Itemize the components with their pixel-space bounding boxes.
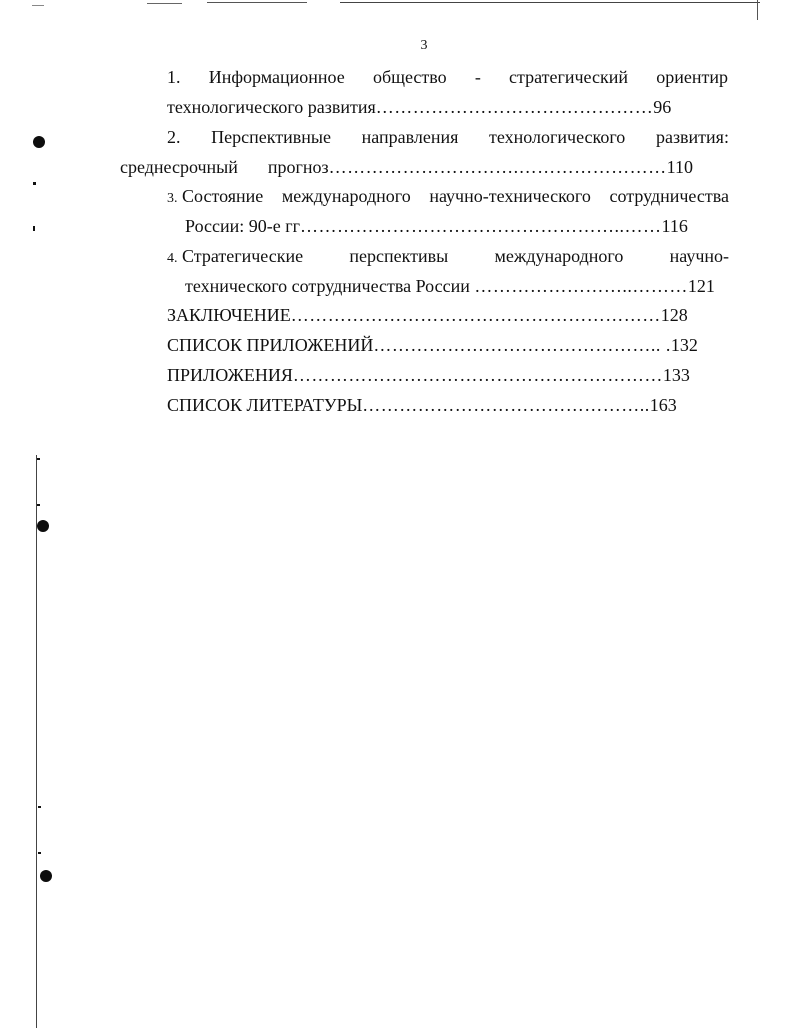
- scan-artifact-top-line-4: [340, 2, 760, 3]
- toc-word: Состояние: [182, 186, 264, 206]
- scan-artifact-speck-4: [37, 504, 40, 506]
- toc-section-title: ПРИЛОЖЕНИЯ: [167, 365, 293, 385]
- toc-word: стратегический: [509, 67, 628, 87]
- toc-entry-4-line-1: [167, 241, 729, 271]
- toc-section-bibliography[interactable]: [167, 390, 677, 420]
- scan-artifact-punch-hole-3: [40, 870, 52, 882]
- dot-leader: ……………………………………………..……: [300, 216, 662, 236]
- toc-section-title: СПИСОК ЛИТЕРАТУРЫ: [167, 395, 363, 415]
- toc-section-title: ЗАКЛЮЧЕНИЕ: [167, 305, 291, 325]
- scan-artifact-top-line-2: [147, 3, 182, 4]
- dot-leader: ……………………………………….. .: [373, 335, 671, 355]
- scan-artifact-punch-hole-1: [33, 136, 45, 148]
- scan-artifact-top-line-1: [32, 5, 44, 6]
- scan-artifact-speck-1: [33, 182, 36, 185]
- page-number: 3: [420, 38, 428, 53]
- toc-word: международного: [281, 186, 411, 206]
- toc-section-title: СПИСОК ПРИЛОЖЕНИЙ: [167, 335, 374, 355]
- scan-artifact-right-edge: [757, 0, 758, 20]
- toc-word: перспективы: [349, 246, 449, 266]
- toc-word: Стратегические: [182, 246, 304, 266]
- scan-artifact-binding-line: [36, 455, 37, 1028]
- toc-word: среднесрочный: [120, 157, 238, 177]
- toc-word: сотрудничества: [609, 186, 729, 206]
- toc-entry-3-line-1: [167, 181, 729, 211]
- toc-entry-number: 1.: [167, 67, 181, 87]
- toc-entry-number: 2.: [167, 127, 181, 147]
- toc-word: прогноз: [267, 157, 329, 177]
- toc-page-number: 132: [670, 335, 698, 355]
- toc-word: международного: [494, 246, 624, 266]
- toc-word: Информационное: [208, 67, 345, 87]
- scan-artifact-speck-3: [37, 458, 40, 460]
- dot-leader: ………………………………………: [375, 97, 654, 117]
- dot-leader: ……………………………………………………: [290, 305, 661, 325]
- toc-page-number: 163: [649, 395, 677, 415]
- toc-page-number: 121: [687, 276, 715, 296]
- toc-entry-title: России: 90-е гг: [185, 216, 301, 236]
- toc-page-number: 128: [660, 305, 688, 325]
- toc-word: научно-технического: [429, 186, 591, 206]
- toc-word: направления: [361, 127, 459, 147]
- toc-page-number: 96: [653, 97, 672, 117]
- scan-artifact-speck-2: [33, 226, 35, 231]
- toc-section-appendix-list[interactable]: [167, 330, 698, 360]
- toc-entry-title: технологического развития: [167, 97, 376, 117]
- toc-entry-2-line-2[interactable]: [120, 152, 693, 182]
- toc-entry-title: технического сотрудничества России: [185, 276, 475, 296]
- toc-section-appendices[interactable]: [167, 360, 690, 390]
- dot-leader: ………………………………………..: [362, 395, 650, 415]
- toc-entry-4-line-2[interactable]: [185, 271, 715, 301]
- toc-entry-2-line-1: [167, 122, 729, 152]
- toc-entry-1-line-2[interactable]: [167, 92, 671, 122]
- toc-section-conclusion[interactable]: [167, 300, 688, 330]
- scan-artifact-punch-hole-2: [37, 520, 49, 532]
- toc-page-number: 110: [666, 157, 694, 177]
- toc-word: развития:: [655, 127, 729, 147]
- toc-word: научно-: [669, 246, 729, 266]
- toc-entry-1-line-1: [167, 62, 728, 92]
- toc-entry-3-line-2[interactable]: [185, 211, 688, 241]
- scan-artifact-top-line-3: [207, 2, 307, 3]
- dot-leader: ……………………..………: [474, 276, 688, 296]
- toc-entry-number: 3.: [167, 191, 178, 206]
- toc-entry-number: 4.: [167, 251, 178, 266]
- dot-leader: ……………………………………………………: [292, 365, 663, 385]
- toc-word: общество: [372, 67, 447, 87]
- toc-word: -: [474, 67, 481, 87]
- scan-artifact-speck-5: [38, 806, 41, 808]
- toc-page-number: 116: [661, 216, 688, 236]
- toc-page-number: 133: [662, 365, 690, 385]
- scan-artifact-speck-6: [38, 852, 41, 854]
- dot-leader: ………………………….……………………: [328, 157, 667, 177]
- toc-word: Перспективные: [211, 127, 331, 147]
- toc-word: технологического: [489, 127, 626, 147]
- toc-word: ориентир: [656, 67, 728, 87]
